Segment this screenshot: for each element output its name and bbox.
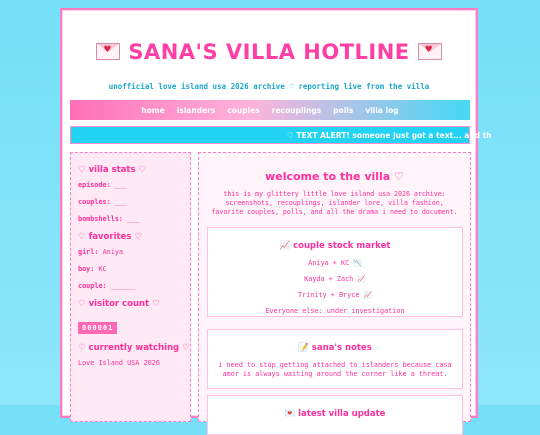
latest-update-heading: 💌 latest villa update <box>284 409 386 419</box>
nav-polls[interactable]: polls <box>333 105 354 115</box>
stock-item: Everyone else: under investigation <box>265 307 405 315</box>
stat-bombshells: bombshells: ___ <box>78 215 140 223</box>
site-title <box>62 40 476 64</box>
latest-update-card <box>207 395 463 435</box>
favorite-girl: girl: Aniya <box>78 248 124 256</box>
nav-recouplings[interactable]: recouplings <box>271 105 322 115</box>
nav-home[interactable]: home <box>141 105 165 115</box>
stock-item: Kayda + Zach 📈 <box>304 275 366 283</box>
sanas-notes-heading: 📝 sana's notes <box>298 343 372 353</box>
site-title-text: SANA'S VILLA HOTLINE <box>128 40 410 64</box>
site-subtitle: unofficial love island usa 2026 archive ♡ reporting live from the villa <box>108 82 430 91</box>
sanas-notes-text: i need to stop getting attached to islanders because casa amor is always waiting around the corner like a threat. <box>218 361 452 378</box>
main-content <box>198 152 471 422</box>
favorite-couple: couple: ______ <box>78 282 136 290</box>
text-alert-ticker <box>70 126 492 144</box>
nav-bar <box>70 100 470 120</box>
nav-villa-log[interactable]: villa log <box>365 105 399 115</box>
stock-item: Aniya + KC 📉 <box>308 259 362 267</box>
intro-text: this is my glittery little love island usa 2026 archive: screenshots, recouplings, islander lore, villa fashion, favorite couples, polls, and all the drama i need to document. <box>211 190 458 216</box>
stat-couples: couples: ___ <box>78 198 128 206</box>
nav-islanders[interactable]: islanders <box>176 105 216 115</box>
currently-watching-heading: ♡ currently watching ♡ <box>78 343 190 353</box>
currently-watching-value: Love Island USA 2026 <box>78 359 160 367</box>
love-letter-icon: ♥ <box>96 43 120 60</box>
couple-stock-card <box>207 227 463 317</box>
ticker-text: ♡ TEXT ALERT! someone just got a text... and th <box>287 131 492 140</box>
favorites-heading: ♡ favorites ♡ <box>78 232 142 242</box>
page-container <box>60 8 492 419</box>
couple-stock-heading: 📈 couple stock market <box>279 241 391 251</box>
nav-couples[interactable]: couples <box>227 105 260 115</box>
stat-episode: episode: ___ <box>78 181 128 189</box>
sidebar <box>70 152 191 422</box>
villa-stats-heading: ♡ villa stats ♡ <box>78 165 147 175</box>
stock-item: Trinity + Bryce 📈 <box>298 291 372 299</box>
love-letter-icon: ♥ <box>418 43 442 60</box>
favorite-boy: boy: KC <box>78 265 107 273</box>
header <box>62 10 476 94</box>
visitor-count-heading: ♡ visitor count ♡ <box>78 299 160 309</box>
visitor-counter: 000001 <box>78 322 117 334</box>
welcome-heading: welcome to the villa ♡ <box>265 170 404 183</box>
sanas-notes-card <box>207 329 463 389</box>
